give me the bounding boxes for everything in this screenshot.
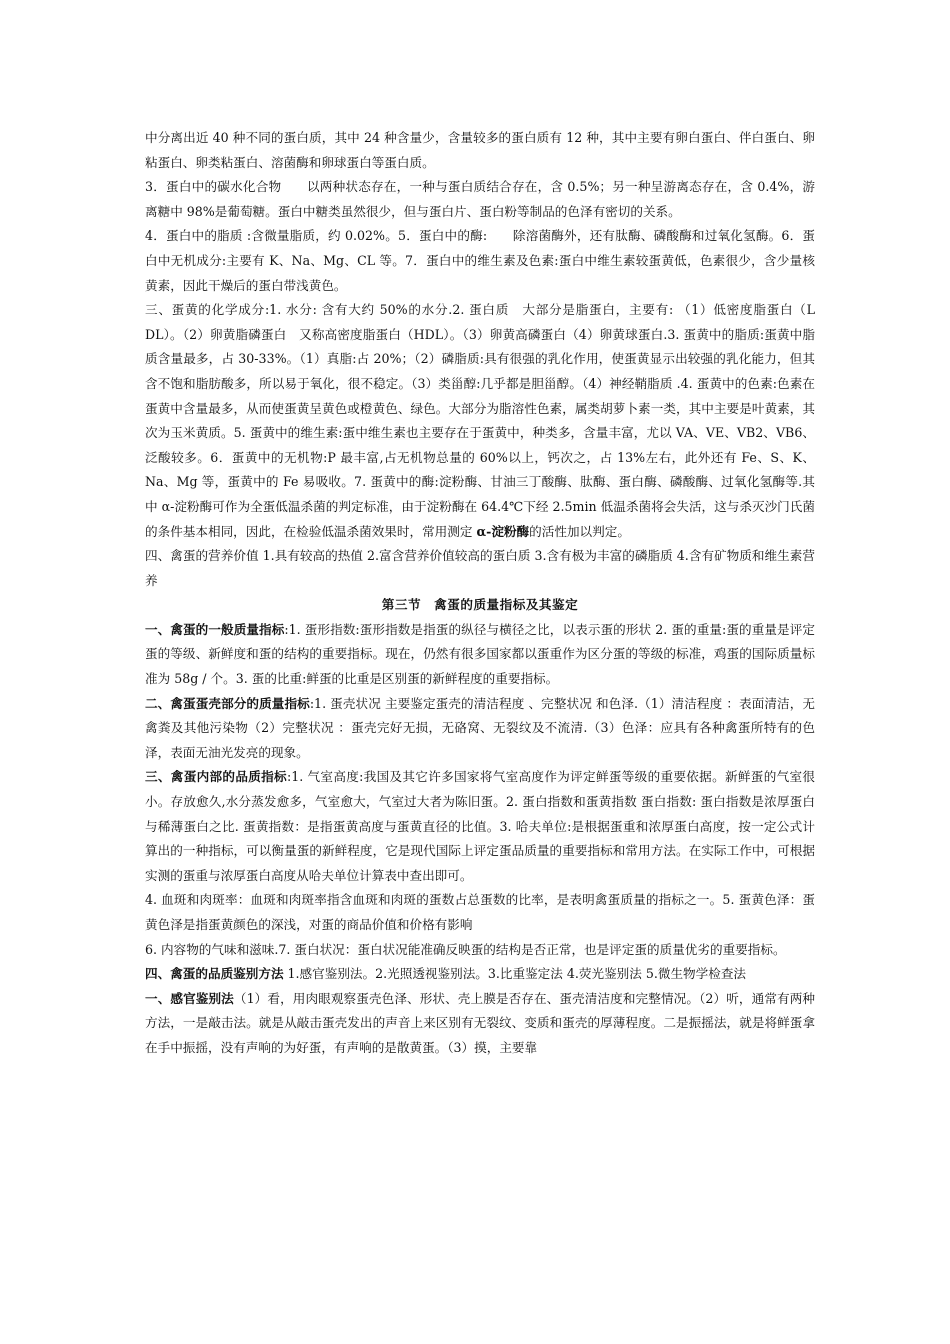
shell-quality-text: :1. 蛋壳状况 主要鉴定蛋壳的清洁程度 、完整状况 和色泽.（1）清洁程度 ：表面清洁，无禽粪及其他污染物（2）完整状况 ：蛋壳完好无损，无硌窝、无裂纹及不流清.（3）色泽：应具有各种禽蛋所特有的色泽，表面无油光发亮的现象。	[145, 695, 815, 760]
paragraph-blood-spots: 4. 血斑和肉斑率：血斑和肉斑率指含血斑和肉斑的蛋数占总蛋数的比率，是表明禽蛋质量的指标之一。5. 蛋黄色泽：蛋黄色泽是指蛋黄颜色的深浅，对蛋的商品价值和价格有影响	[145, 892, 815, 932]
identification-methods-title: 四、禽蛋的品质鉴别方法	[145, 966, 284, 982]
sensory-method-text: （1）看，用肉眼观察蛋壳色泽、形状、壳上膜是否存在、蛋壳清洁度和完整情况。（2）听，通常有两种方法，一是敲击法。就是从敲击蛋壳发出的声音上来区别有无裂纹、变质和蛋壳的厚薄程度。二是振摇法，就是将鲜蛋拿在手中振摇，没有声响的为好蛋，有声响的是散黄蛋。（3）摸，主要靠	[145, 990, 815, 1055]
document-page	[145, 126, 815, 1061]
paragraph-nutritional-value: 四、禽蛋的营养价值 1.具有较高的热值 2.富含营养价值较高的蛋白质 3.含有极为丰富的磷脂质 4.含有矿物质和维生素营养	[145, 548, 815, 588]
general-quality-title: 一、禽蛋的一般质量指标	[145, 621, 285, 637]
paragraph-proteins-continued: 中分离出近 40 种不同的蛋白质，其中 24 种含量少，含量较多的蛋白质有 12 种，其中主要有卵白蛋白、伴白蛋白、卵粘蛋白、卵类粘蛋白、溶菌酶和卵球蛋白等蛋白质。	[145, 130, 815, 170]
paragraph-shell-quality	[145, 692, 815, 766]
paragraph-general-quality	[145, 618, 815, 692]
paragraph-odor-albumen: 6. 内容物的气味和滋味.7. 蛋白状况：蛋白状况能准确反映蛋的结构是否正常，也是评定蛋的质量优劣的重要指标。	[145, 941, 786, 957]
yolk-composition-text: 三、蛋黄的化学成分:1. 水分: 含有大约 50%的水分.2. 蛋白质 大部分是脂蛋白，主要有: （1）低密度脂蛋白（L DL）。（2）卵黄脂磷蛋白 又称高密度脂蛋白（HDL）。（3）卵黄高磷蛋白（4）卵黄球蛋白.3. 蛋黄中的脂质:蛋黄中脂质含量最多，占 30-33%。（1）真脂:占 20%；（2）磷脂质:具有很强的乳化作用，使蛋黄显示出较强的乳化能力，但其含不饱和脂肪酸多，所以易于氧化，很不稳定。（3）类甾醇:几乎都是胆甾醇。（4）神经鞘脂质 .4. 蛋黄中的色素:色素在 蛋黄中含量最多，从而使蛋黄呈黄色或橙黄色、绿色。大部分为脂溶性色素，属类胡萝卜素一类，其中主要是叶黄素，其次为玉米黄质。5. 蛋黄中的维生素:蛋中维生素也主要存在于蛋黄中，种类多，含量丰富，尤以 VA、VE、VB2、VB6、泛酸较多。6．蛋黄中的无机物:P 最丰富,占无机物总量的 60%以上，钙次之，占 13%左右，此外还有 Fe、S、K、Na、Mg 等，蛋黄中的 Fe 易吸收。7. 蛋黄中的酶:淀粉酶、甘油三丁酸酶、肽酶、蛋白酶、磷酸酶、过氧化氢酶等.其中 α-淀粉酶可作为全蛋低温杀菌的判定标准，由于淀粉酶在 64.4℃下经 2.5min 低温杀菌将会失活，这与杀灭沙门氏菌的条件基本相同，因此，在检验低温杀菌效果时，常用测定	[145, 302, 815, 539]
alpha-amylase-term: α-淀粉酶	[476, 523, 530, 539]
general-quality-text: :1. 蛋形指数:蛋形指数是指蛋的纵径与横径之比，以表示蛋的形状 2. 蛋的重量:蛋的重量是评定蛋的等级、新鲜度和蛋的结构的重要指标。现在，仍然有很多国家都以蛋重作为区分蛋的等级的标准，鸡蛋的国际质量标准为 58g / 个。3. 蛋的比重:鲜蛋的比重是区别蛋的新鲜程度的重要指标。	[145, 621, 815, 687]
internal-quality-title: 三、禽蛋内部的品质指标	[145, 769, 287, 785]
paragraph-identification-methods	[145, 962, 815, 987]
paragraph-carbohydrates: 3．蛋白中的碳水化合物 以两种状态存在，一种与蛋白质结合存在，含 0.5%；另一种呈游离态存在，含 0.4%，游离糖中 98%是葡萄糖。蛋白中糖类虽然很少，但与蛋白片、蛋白粉等制品的色泽有密切的关系。	[145, 179, 815, 219]
shell-quality-title: 二、禽蛋蛋壳部分的质量指标	[145, 695, 310, 711]
paragraph-sensory-method	[145, 987, 815, 1061]
paragraph-yolk-composition	[145, 298, 815, 544]
sensory-method-title: 一、感官鉴别法	[145, 990, 234, 1006]
paragraph-internal-quality	[145, 765, 815, 888]
yolk-composition-tail: 的活性加以判定。	[529, 523, 630, 539]
internal-quality-text: :1. 气室高度:我国及其它许多国家将气室高度作为评定鲜蛋等级的重要依据。新鲜蛋的气室很小。存放愈久,水分蒸发愈多，气室愈大，气室过大者为陈旧蛋。2. 蛋白指数和蛋黄指数 蛋白指数: 蛋白指数是浓厚蛋白与稀薄蛋白之比. 蛋黄指数：是指蛋黄高度与蛋黄直径的比值。3. 哈夫单位:是根据蛋重和浓厚蛋白高度，按一定公式计算出的一种指标，可以衡量蛋的新鲜程度，它是现代国际上评定蛋品质量的重要指标和常用方法。在实际工作中，可根据实测的蛋重与浓厚蛋白高度从哈夫单位计算表中查出即可。	[145, 769, 816, 883]
section-heading: 第三节 禽蛋的质量指标及其鉴定	[381, 597, 579, 613]
identification-methods-text: 1.感官鉴别法。2.光照透视鉴别法。3.比重鉴定法 4.荧光鉴别法 5.微生物学检查法	[283, 966, 747, 982]
paragraph-lipids-enzymes: 4．蛋白中的脂质 :含微量脂质，约 0.02%。5．蛋白中的酶: 除溶菌酶外，还有肽酶、磷酸酶和过氧化氢酶。6．蛋白中无机成分:主要有 K、Na、Mg、CL 等。7．蛋白中的维生素及色素:蛋白中维生素较蛋黄低，色素很少，含少量核黄素，因此干燥后的蛋白带浅黄色。	[145, 228, 815, 293]
